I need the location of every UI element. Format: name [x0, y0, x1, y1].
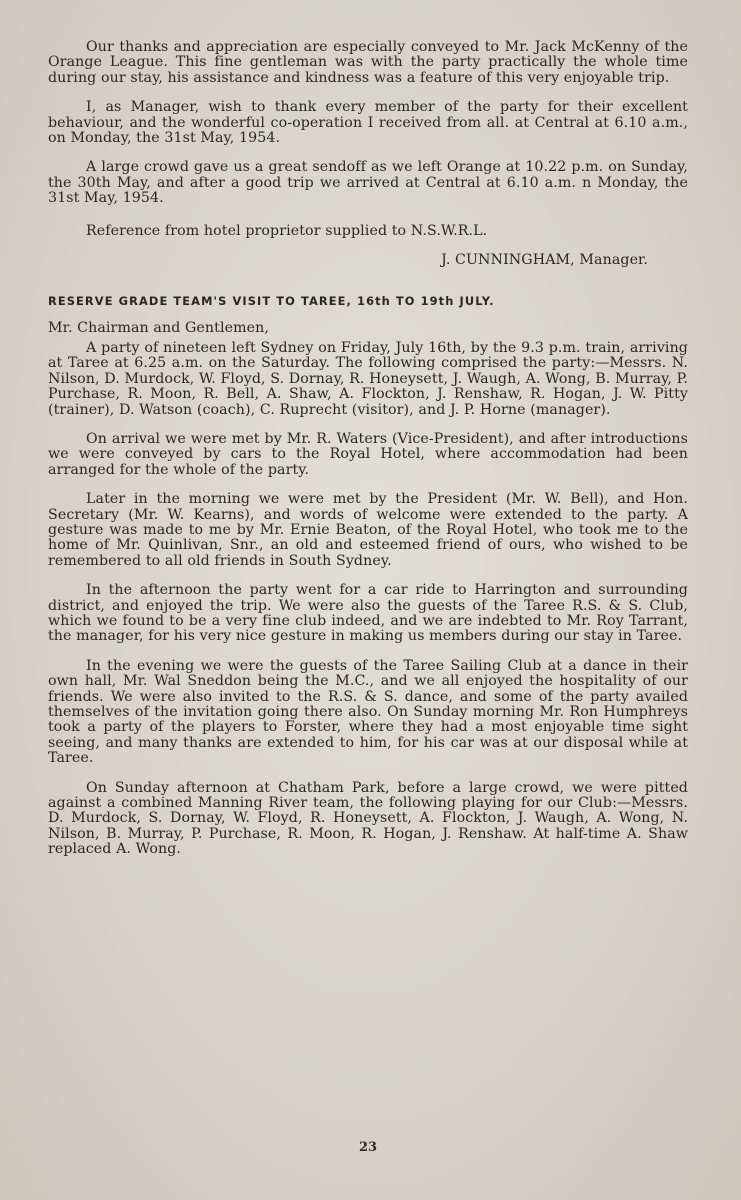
paragraph-afternoon: In the afternoon the party went for a car ride to Harrington and surrounding district, and enjoyed the trip. We were also the guests of the Taree R.S. & S. Club, which we found to be a very fine club indeed, and we are indebted to Mr. Roy Tarrant, the manager, for his very nice gesture in making us members during our stay in Taree. [48, 582, 688, 645]
paragraph-morning: Later in the morning we were met by the President (Mr. W. Bell), and Hon. Secretary (Mr. W. Kearns), and words of welcome were extended to the party. A gesture was made to me by Mr. Ernie Beaton, of the Royal Hotel, who took me to the home of Mr. Quinlivan, Snr., an old and esteemed friend of ours, who wished to be remembered to all old friends in South Sydney. [48, 491, 688, 569]
salutation: Mr. Chairman and Gentlemen, [48, 320, 269, 337]
paragraph-party-list: A party of nineteen left Sydney on Friday, July 16th, by the 9.3 p.m. train, arriving at Taree at 6.25 a.m. on the Saturday. The following comprised the party:—Messrs. N. Nilson, D. Murdock, W. Floyd, S. Dornay, R. Honeysett, J. Waugh, A. Wong, B. Murray, P. Purchase, R. Moon, R. Bell, A. Shaw, A. Flockton, J. Renshaw, R. Hogan, J. W. Pitty (trainer), D. Watson (coach), C. Ruprecht (visitor), and J. P. Horne (manager). [48, 339, 688, 418]
paragraph-match: On Sunday afternoon at Chatham Park, before a large crowd, we were pitted against a combined Manning River team, the following playing for our Club:—Messrs. D. Murdock, S. Dornay, W. Floyd, R. Honeysett, A. Flockton, J. Waugh, A. Wong, N. Nilson, B. Murray, P. Purchase, R. Moon, R. Hogan, J. Renshaw. At half-time A. Shaw replaced A. Wong. [48, 779, 688, 858]
paragraph-thanks-mckenny: Our thanks and appreciation are especially conveyed to Mr. Jack McKenny of the Orange League. This fine gentleman was with the party practically the whole time during our stay, his assistance and kindness was a feature of this very enjoyable trip. [48, 39, 688, 86]
paragraph-reference: Reference from hotel proprietor supplied to N.S.W.R.L. [86, 222, 488, 239]
document-page [48, 40, 688, 1170]
signature: J. CUNNINGHAM, Manager. [441, 252, 648, 269]
paragraph-manager-thanks: I, as Manager, wish to thank every member of the party for their excellent behaviour, and the wonderful co-operation I received from all. at Central at 6.10 a.m., on Monday, the 31st May, 1954. [48, 99, 688, 147]
paragraph-sendoff: A large crowd gave us a great sendoff as we left Orange at 10.22 p.m. on Sunday, the 30th May, and after a good trip we arrived at Central at 6.10 a.m. n Monday, the 31st May, 1954. [48, 159, 688, 207]
paragraph-evening: In the evening we were the guests of the Taree Sailing Club at a dance in their own hall, Mr. Wal Sneddon being the M.C., and we all enjoyed the hospitality of our friends. We were also invited to the R.S. & S. dance, and some of the party availed themselves of the invitation going there also. On Sunday morning Mr. Ron Humphreys took a party of the players to Forster, where they had a most enjoyable time sight seeing, and many thanks are extended to him, for his car was at our disposal while at Taree. [48, 657, 688, 767]
page-number: 23 [358, 1140, 378, 1155]
section-heading: RESERVE GRADE TEAM'S VISIT TO TAREE, 16th TO 19th JULY. [48, 294, 495, 309]
paragraph-arrival: On arrival we were met by Mr. R. Waters (Vice-President), and after introductions we were conveyed by cars to the Royal Hotel, where accommodation had been arranged for the whole of the party. [48, 430, 688, 478]
